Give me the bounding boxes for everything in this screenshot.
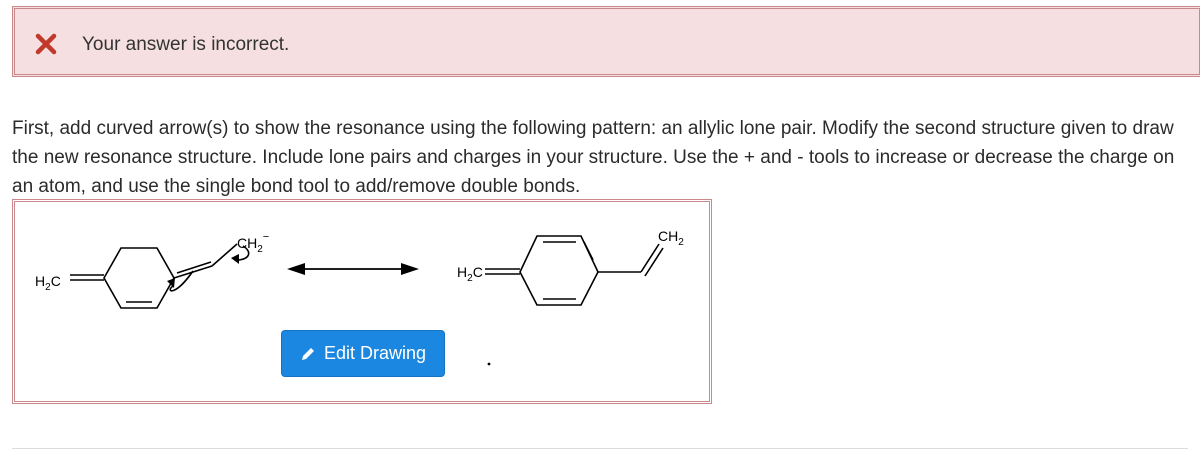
pencil-icon [300, 346, 316, 362]
x-mark-icon [35, 33, 57, 55]
curved-arrow-head [167, 278, 175, 288]
drawing-area [12, 199, 712, 404]
curved-arrow-head [231, 254, 239, 264]
left-h2c-label: $H_2C$ [35, 273, 61, 293]
edit-drawing-button[interactable] [281, 330, 445, 377]
right-h2c-label: $H_2C$ [457, 264, 483, 284]
alert-message: Your answer is incorrect. [82, 34, 290, 55]
incorrect-answer-alert [12, 6, 1200, 77]
top-ch2-anion-label: $CH_2^-$ [237, 231, 270, 255]
question-instructions: First, add curved arrow(s) to show the resonance using the following pattern: an allylic lone pair. Modify the second structure given to draw the new resonance structure. Include lone pairs and charges in your structure. Use the + and - tools to increase or decrease the charge on an atom, and use the single bond tool to add/remove double bonds. [12, 118, 1175, 197]
right-ch2-label: $CH_2$ [658, 228, 684, 248]
edit-drawing-label: Edit Drawing [323, 343, 427, 363]
resonance-arrow [287, 263, 419, 275]
left-structure [70, 244, 237, 308]
curved-arrow [170, 246, 248, 291]
divider [12, 448, 1188, 449]
stray-dot [488, 363, 491, 366]
right-structure [485, 236, 663, 305]
